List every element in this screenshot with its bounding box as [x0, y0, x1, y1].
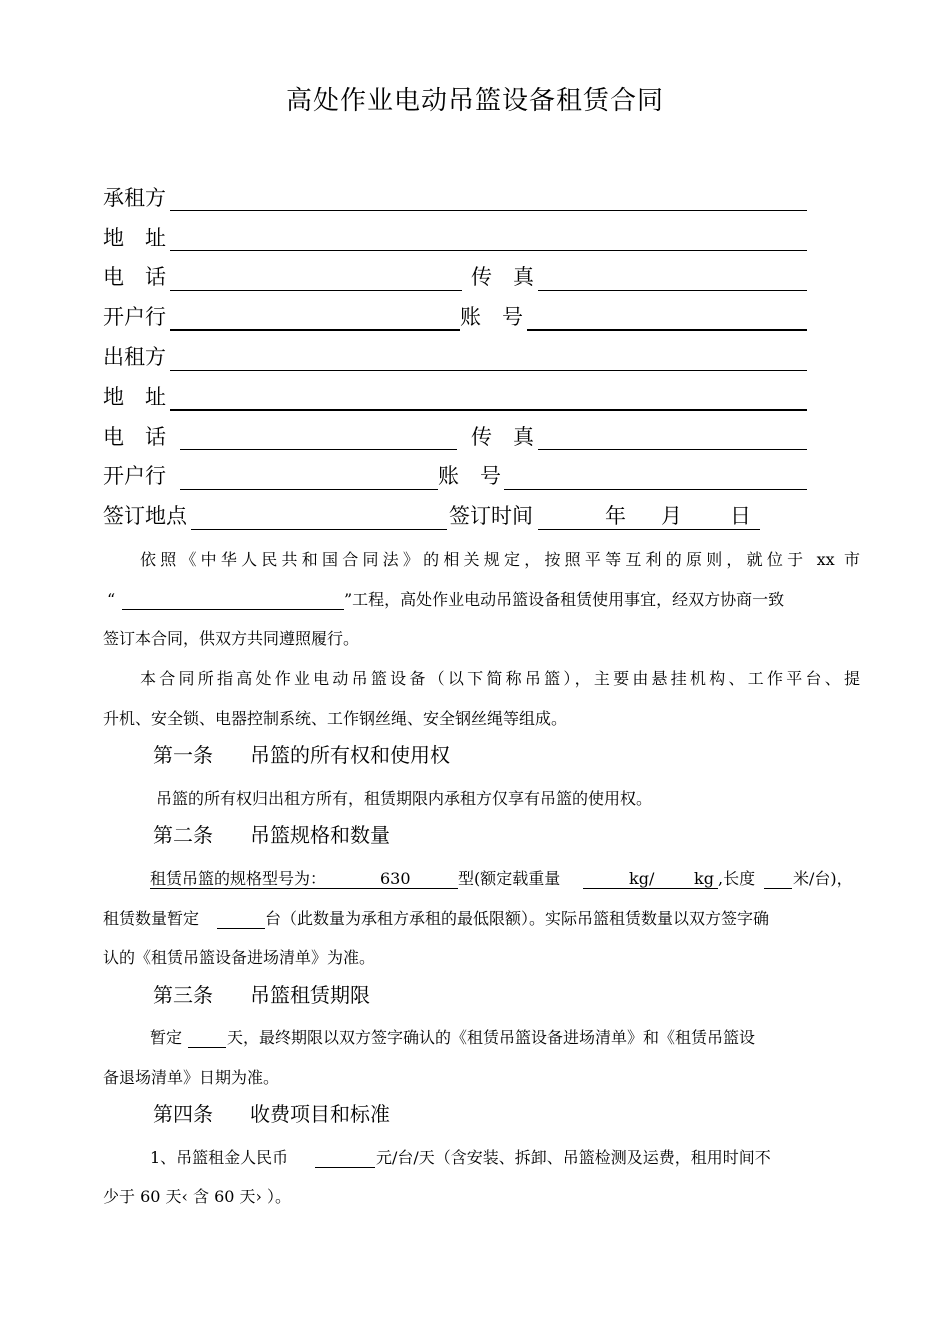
lessee-phone-line[interactable]	[170, 290, 462, 291]
lessor-phone-label: 电 话	[103, 425, 166, 449]
lessor-bank-label: 开户行	[103, 464, 166, 488]
length-line[interactable]	[764, 888, 792, 889]
intro-p1-line1: 依照《中华人民共和国合同法》的相关规定，按照平等互利的原则，就位于 xx 市	[140, 550, 860, 569]
sign-day-label: 日	[730, 504, 751, 528]
article2-model-value[interactable]: 630	[380, 869, 411, 888]
intro-p1-line3: 签订本合同，供双方共同遵照履行。	[103, 629, 360, 648]
article3-title: 吊篮租赁期限	[250, 983, 370, 1007]
document-title: 高处作业电动吊篮设备租赁合同	[285, 86, 664, 116]
quantity-line[interactable]	[217, 928, 265, 929]
lessee-bank-label: 开户行	[103, 305, 166, 329]
lessor-bank-line[interactable]	[180, 489, 438, 490]
lessee-label: 承租方	[103, 186, 166, 210]
intro-p1-line2-open: “	[107, 590, 116, 609]
article3-number: 第三条	[153, 983, 213, 1007]
article2-line1-a: 租赁吊篮的规格型号为：	[150, 869, 327, 888]
sign-time-line[interactable]	[538, 529, 760, 530]
article2-line1-b: 型(额定载重量	[458, 869, 561, 888]
rated-load-kg1: kg/	[629, 869, 655, 888]
rated-load-kg2: kg	[694, 869, 714, 888]
lessee-phone-label: 电 话	[103, 265, 166, 289]
lessor-address-label: 地 址	[103, 385, 166, 409]
lessor-fax-label: 传 真	[471, 425, 534, 449]
project-name-line[interactable]	[122, 609, 344, 610]
article4-number: 第四条	[153, 1102, 213, 1126]
article2-model-underline	[150, 888, 458, 889]
article2-line2-b: 台（此数量为承租方承租的最低限额）。实际吊篮租赁数量以双方签字确	[265, 909, 770, 928]
article1-number: 第一条	[153, 743, 213, 767]
lessor-phone-line[interactable]	[180, 449, 457, 450]
lessor-label: 出租方	[103, 345, 166, 369]
article3-line1-a: 暂定	[150, 1028, 183, 1047]
lessor-account-label: 账 号	[438, 464, 501, 488]
article2-line2-a: 租赁数量暂定	[103, 909, 200, 928]
sign-time-label: 签订时间	[449, 504, 533, 528]
lessee-address-label: 地 址	[103, 226, 166, 250]
article2-title: 吊篮规格和数量	[250, 823, 390, 847]
article4-line1-a: 1、吊篮租金人民币	[150, 1148, 289, 1167]
lessee-bank-line[interactable]	[170, 329, 460, 331]
lessor-field-line[interactable]	[170, 370, 807, 371]
article3-line1-b: 天，最终期限以双方签字确认的《租赁吊篮设备进场清单》和《租赁吊篮设	[227, 1028, 756, 1047]
article2-line1-c: ,长度	[718, 869, 756, 888]
lessee-account-label: 账 号	[460, 305, 523, 329]
lessee-fax-label: 传 真	[471, 265, 534, 289]
article2-number: 第二条	[153, 823, 213, 847]
rental-days-line[interactable]	[188, 1047, 226, 1048]
article4-line1-b: 元/台/天（含安装、拆卸、吊篮检测及运费，租用时间不	[376, 1148, 771, 1167]
lessee-account-line[interactable]	[527, 329, 807, 331]
article4-title: 收费项目和标准	[250, 1102, 390, 1126]
intro-p1-line2-rest: ”工程，高处作业电动吊篮设备租赁使用事宜，经双方协商一致	[344, 590, 785, 609]
article2-line3: 认的《租赁吊篮设备进场清单》为准。	[103, 948, 376, 967]
lessee-fax-line[interactable]	[538, 290, 807, 291]
article1-title: 吊篮的所有权和使用权	[250, 743, 450, 767]
sign-year-label: 年	[605, 504, 626, 528]
article1-text: 吊篮的所有权归出租方所有，租赁期限内承租方仅享有吊篮的使用权。	[156, 789, 653, 808]
article3-line2: 备退场清单》日期为准。	[103, 1068, 280, 1087]
sign-place-label: 签订地点	[103, 504, 187, 528]
lessee-field-line[interactable]	[170, 210, 807, 211]
article4-line2: 少于 60 天‹ 含 60 天› ）。	[103, 1187, 292, 1206]
intro-p2-line1: 本合同所指高处作业电动吊篮设备（以下简称吊篮），主要由悬挂机构、工作平台、提	[140, 669, 860, 688]
lessor-account-line[interactable]	[504, 489, 807, 490]
lessee-address-line[interactable]	[170, 250, 807, 251]
rent-price-line[interactable]	[315, 1167, 375, 1168]
lessor-fax-line[interactable]	[538, 449, 807, 450]
intro-p2-line2: 升机、安全锁、电器控制系统、工作钢丝绳、安全钢丝绳等组成。	[103, 709, 568, 728]
lessor-address-line[interactable]	[170, 409, 807, 411]
sign-month-label: 月	[661, 504, 682, 528]
sign-place-line[interactable]	[191, 529, 447, 530]
article2-line1-d: 米/台)，	[793, 869, 853, 888]
